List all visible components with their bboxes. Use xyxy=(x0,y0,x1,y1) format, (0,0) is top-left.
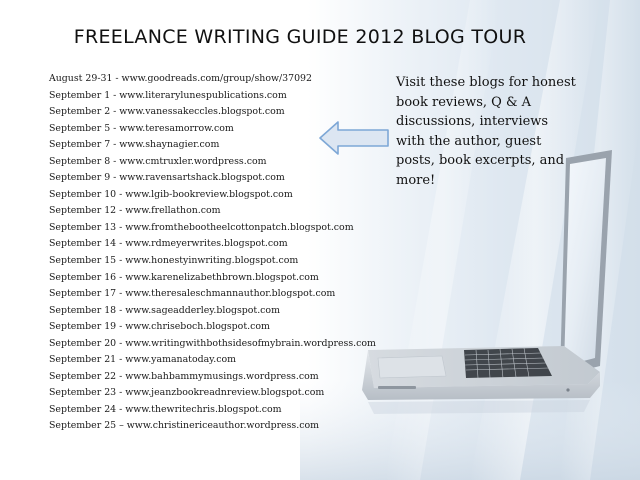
left-arrow-icon xyxy=(318,120,390,156)
list-item: September 24 - www.thewritechris.blogspot.com xyxy=(49,403,282,415)
list-item: September 13 - www.fromthebootheelcottonpatch.blogspot.com xyxy=(49,221,354,233)
list-item: September 25 – www.christinericeauthor.wordpress.com xyxy=(49,420,319,432)
list-item: September 9 - www.ravensartshack.blogspot.com xyxy=(49,172,285,184)
list-item: September 15 - www.honestyinwriting.blogspot.com xyxy=(49,255,299,267)
list-item: September 2 - www.vanessakeccles.blogspot.com xyxy=(49,106,285,118)
laptop-illustration xyxy=(338,150,640,440)
list-item: September 23 - www.jeanzbookreadnreview.blogspot.com xyxy=(49,387,325,399)
callout-text: Visit these blogs for honest book reviews, Q & A discussions, interviews with the author, guest posts, book excerpts, and more! xyxy=(396,75,576,188)
list-item: September 16 - www.karenelizabethbrown.blogspot.com xyxy=(49,271,319,283)
trackpad xyxy=(378,356,446,378)
list-item: September 8 - www.cmtruxler.wordpress.com xyxy=(49,155,267,167)
list-item: September 1 - www.literarylunespublications.com xyxy=(49,89,287,101)
list-item: September 7 - www.shaynagier.com xyxy=(49,139,220,151)
page-title: FREELANCE WRITING GUIDE 2012 BLOG TOUR xyxy=(73,26,527,48)
list-item: September 19 - www.chriseboch.blogspot.com xyxy=(49,321,270,333)
list-item: September 22 - www.bahbammymusings.wordpress.com xyxy=(49,370,319,382)
list-item: September 10 - www.lgib-bookreview.blogspot.com xyxy=(49,188,293,200)
list-item: September 12 - www.frellathon.com xyxy=(49,205,221,217)
list-item: September 17 - www.theresaleschmannauthor.blogspot.com xyxy=(49,288,336,300)
list-item: September 20 - www.writingwithbothsidesofmybrain.wordpress.com xyxy=(49,337,376,349)
list-item: August 29-31 - www.goodreads.com/group/show/37092 xyxy=(49,73,312,84)
list-item: September 14 - www.rdmeyerwrites.blogspot.com xyxy=(49,238,288,250)
list-item: September 21 - www.yamanatoday.com xyxy=(49,354,236,366)
list-item: September 18 - www.sageadderley.blogspot.com xyxy=(49,304,280,316)
list-item: September 5 - www.teresamorrow.com xyxy=(49,122,234,134)
